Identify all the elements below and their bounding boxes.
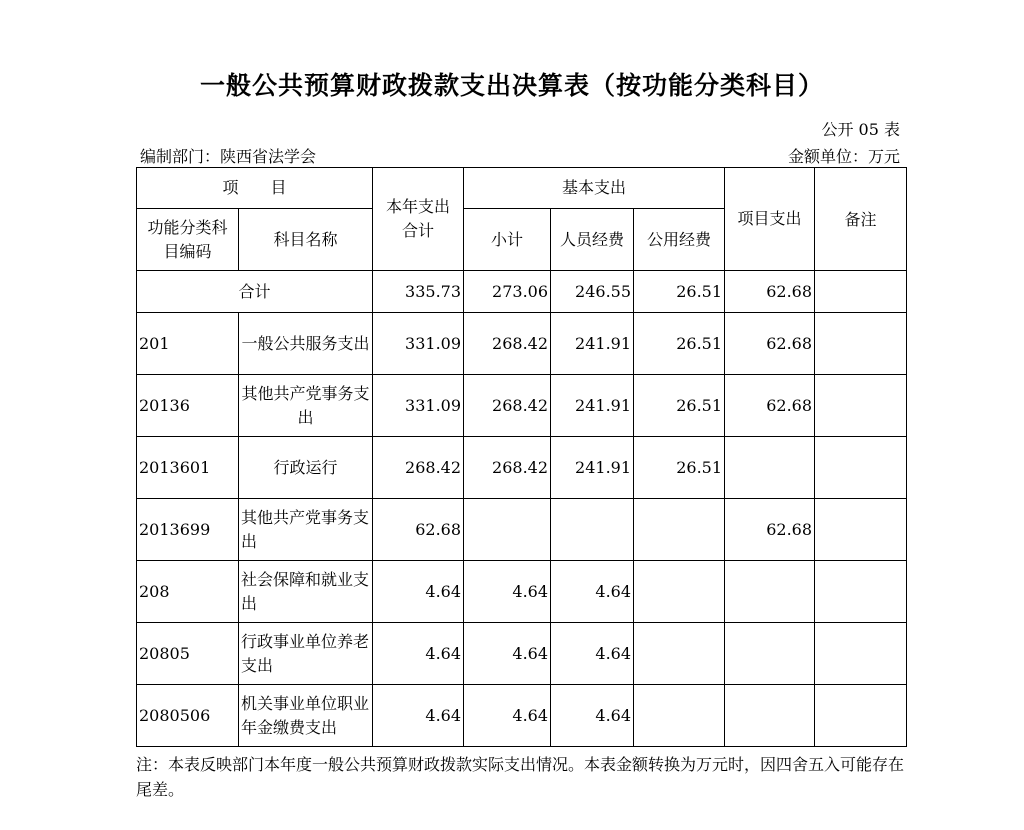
total-project: 62.68 [725, 271, 815, 313]
row-code: 2013699 [137, 499, 239, 561]
row-subtotal: 4.64 [464, 561, 551, 623]
row-remark [815, 375, 907, 437]
row-public: 26.51 [634, 437, 725, 499]
row-remark [815, 313, 907, 375]
row-personnel: 241.91 [551, 313, 634, 375]
table-row [137, 313, 907, 375]
row-subtotal: 268.42 [464, 375, 551, 437]
row-remark [815, 437, 907, 499]
row-remark [815, 561, 907, 623]
header-total: 本年支出合计 [373, 168, 464, 271]
row-name: 行政事业单位养老支出 [239, 623, 373, 685]
row-code: 20136 [137, 375, 239, 437]
row-code: 201 [137, 313, 239, 375]
total-label: 合计 [137, 271, 373, 313]
row-name: 其他共产党事务支出 [239, 375, 373, 437]
footnote: 注：本表反映部门本年度一般公共预算财政拨款实际支出情况。本表金额转换为万元时，因四舍五入可能存在尾差。 [136, 755, 905, 799]
row-project [725, 623, 815, 685]
total-row [137, 271, 907, 313]
row-personnel: 4.64 [551, 623, 634, 685]
row-code: 208 [137, 561, 239, 623]
row-project: 62.68 [725, 313, 815, 375]
row-project: 62.68 [725, 375, 815, 437]
total-public: 26.51 [634, 271, 725, 313]
row-total: 268.42 [373, 437, 464, 499]
header-remark: 备注 [815, 168, 907, 271]
row-personnel: 241.91 [551, 437, 634, 499]
row-project [725, 437, 815, 499]
row-personnel: 4.64 [551, 685, 634, 747]
row-name: 社会保障和就业支出 [239, 561, 373, 623]
amount-unit-label: 金额单位：万元 [787, 147, 900, 166]
table-row [137, 375, 907, 437]
row-total: 331.09 [373, 313, 464, 375]
table-row [137, 623, 907, 685]
row-public [634, 685, 725, 747]
row-subtotal: 268.42 [464, 313, 551, 375]
row-public: 26.51 [634, 313, 725, 375]
total-amount: 335.73 [373, 271, 464, 313]
row-public: 26.51 [634, 375, 725, 437]
row-name: 行政运行 [239, 437, 373, 499]
row-subtotal [464, 499, 551, 561]
total-remark [815, 271, 907, 313]
header-item: 项 目 [137, 168, 373, 209]
row-total: 4.64 [373, 561, 464, 623]
row-project [725, 561, 815, 623]
table-row [137, 499, 907, 561]
row-total: 4.64 [373, 623, 464, 685]
row-total: 331.09 [373, 375, 464, 437]
total-subtotal: 273.06 [464, 271, 551, 313]
row-code: 20805 [137, 623, 239, 685]
table-row [137, 437, 907, 499]
row-personnel: 241.91 [551, 375, 634, 437]
row-personnel [551, 499, 634, 561]
row-project: 62.68 [725, 499, 815, 561]
row-remark [815, 685, 907, 747]
table-row [137, 561, 907, 623]
header-name: 科目名称 [239, 209, 373, 271]
row-name: 其他共产党事务支出 [239, 499, 373, 561]
row-code: 2013601 [137, 437, 239, 499]
table-row [137, 685, 907, 747]
row-total: 62.68 [373, 499, 464, 561]
row-public [634, 561, 725, 623]
header-code: 功能分类科目编码 [137, 209, 239, 271]
row-personnel: 4.64 [551, 561, 634, 623]
total-personnel: 246.55 [551, 271, 634, 313]
row-public [634, 499, 725, 561]
header-public: 公用经费 [634, 209, 725, 271]
row-code: 2080506 [137, 685, 239, 747]
header-project: 项目支出 [725, 168, 815, 271]
row-remark [815, 499, 907, 561]
row-total: 4.64 [373, 685, 464, 747]
row-remark [815, 623, 907, 685]
page-title: 一般公共预算财政拨款支出决算表（按功能分类科目） [199, 71, 824, 100]
row-subtotal: 268.42 [464, 437, 551, 499]
form-number: 公开 05 表 [821, 120, 900, 139]
row-project [725, 685, 815, 747]
department-label: 编制部门：陕西省法学会 [140, 147, 317, 166]
row-name: 一般公共服务支出 [239, 313, 373, 375]
header-personnel: 人员经费 [551, 209, 634, 271]
header-basic: 基本支出 [464, 168, 725, 209]
row-subtotal: 4.64 [464, 685, 551, 747]
header-subtotal: 小计 [464, 209, 551, 271]
row-public [634, 623, 725, 685]
row-name: 机关事业单位职业年金缴费支出 [239, 685, 373, 747]
expenditure-table [136, 167, 907, 747]
row-subtotal: 4.64 [464, 623, 551, 685]
